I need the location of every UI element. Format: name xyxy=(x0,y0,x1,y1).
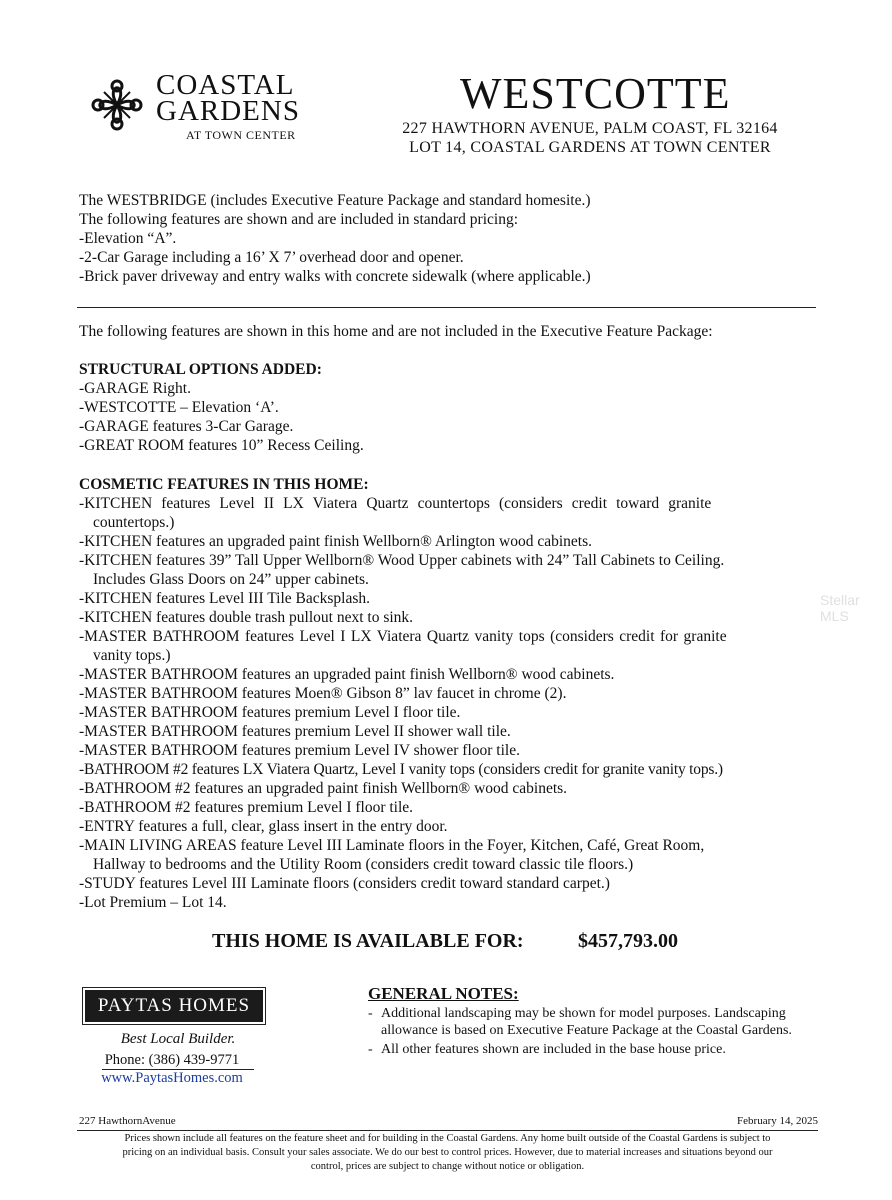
list-item: -STUDY features Level III Laminate floors (considers credit toward standard carpet.) xyxy=(79,875,610,892)
disclaimer-line: control, prices are subject to change without notice or obligation. xyxy=(310,1161,585,1172)
list-item: -GARAGE Right. xyxy=(79,380,191,397)
logo-line-town-center: AT TOWN CENTER xyxy=(186,128,296,142)
list-item: -MASTER BATHROOM features premium Level I floor tile. xyxy=(79,704,461,721)
note-bullet: - xyxy=(368,1042,373,1057)
list-item: -Lot Premium – Lot 14. xyxy=(79,894,227,911)
property-lot: LOT 14, COASTAL GARDENS AT TOWN CENTER xyxy=(409,139,771,156)
list-item: -WESTCOTTE – Elevation ‘A’. xyxy=(79,399,279,416)
disclaimer-line: Prices shown include all features on the feature sheet and for building in the Coastal Gardens. Any home built outside of the Coastal Gardens is subject to xyxy=(124,1133,771,1144)
structural-heading: STRUCTURAL OPTIONS ADDED: xyxy=(79,361,322,378)
note-bullet: - xyxy=(368,1006,373,1021)
note-line: All other features shown are included in the base house price. xyxy=(381,1042,726,1057)
cosmetic-heading: COSMETIC FEATURES IN THIS HOME: xyxy=(79,476,369,493)
list-item: -MASTER BATHROOM features premium Level II shower wall tile. xyxy=(79,723,511,740)
intro-line: -Elevation “A”. xyxy=(79,230,177,247)
general-notes xyxy=(368,984,818,1058)
footer-divider xyxy=(77,1130,818,1131)
logo-line-coastal: COASTAL xyxy=(156,69,295,101)
list-item: -KITCHEN features 39” Tall Upper Wellborn® Wood Upper cabinets with 24” Tall Cabinets to Ceiling. xyxy=(79,552,725,569)
list-item-continuation: Includes Glass Doors on 24” upper cabinets. xyxy=(93,571,369,588)
intro-line: -2-Car Garage including a 16’ X 7’ overhead door and opener. xyxy=(79,249,464,266)
list-item: -GARAGE features 3-Car Garage. xyxy=(79,418,294,435)
footer-disclaimer xyxy=(77,1132,818,1174)
list-item: -BATHROOM #2 features an upgraded paint finish Wellborn® wood cabinets. xyxy=(79,780,568,797)
disclaimer-line: pricing on an individual basis. Consult your sales associate. We do our best to control prices. However, due to material increases and situations beyond our xyxy=(122,1147,773,1158)
footer-address: 227 HawthornAvenue xyxy=(79,1115,176,1127)
mls-watermark: Stellar MLS xyxy=(820,592,860,624)
structural-options xyxy=(79,360,364,455)
list-item: -MAIN LIVING AREAS feature Level III Laminate floors in the Foyer, Kitchen, Café, Great Room, xyxy=(79,837,705,854)
builder-name: PAYTAS HOMES xyxy=(85,990,263,1022)
footer-date: February 14, 2025 xyxy=(737,1115,818,1127)
builder-tagline: Best Local Builder. xyxy=(120,1031,236,1047)
not-included-intro: The following features are shown in this home and are not included in the Executive Feature Package: xyxy=(79,323,713,340)
list-item: -MASTER BATHROOM features Moen® Gibson 8” lav faucet in chrome (2). xyxy=(79,685,567,702)
cosmetic-features xyxy=(79,475,749,912)
coastal-gardens-logo xyxy=(84,66,314,156)
list-item-continuation: Hallway to bedrooms and the Utility Room (considers credit toward classic tile floors.) xyxy=(93,856,634,873)
intro-block xyxy=(79,191,591,286)
price-label: THIS HOME IS AVAILABLE FOR: xyxy=(212,930,524,952)
note-line: Additional landscaping may be shown for model purposes. Landscaping xyxy=(381,1006,786,1021)
price-value: $457,793.00 xyxy=(578,930,678,952)
intro-line: The WESTBRIDGE (includes Executive Feature Package and standard homesite.) xyxy=(79,192,591,209)
list-item: -KITCHEN features an upgraded paint finish Wellborn® Arlington wood cabinets. xyxy=(79,533,593,550)
note-item xyxy=(368,1041,818,1058)
builder-phone: Phone: (386) 439-9771 xyxy=(104,1052,240,1068)
builder-website-link[interactable]: www.PaytasHomes.com xyxy=(101,1070,243,1086)
list-item: -MASTER BATHROOM features premium Level IV shower floor tile. xyxy=(79,742,520,759)
page-title: WESTCOTTE xyxy=(460,69,731,118)
section-divider xyxy=(77,307,816,308)
notes-heading: GENERAL NOTES: xyxy=(368,984,519,1003)
list-item: -MASTER BATHROOM features Level I LX Viatera Quartz vanity tops (considers credit for granite xyxy=(79,628,727,645)
list-item: -KITCHEN features double trash pullout next to sink. xyxy=(79,609,414,626)
list-item-continuation: vanity tops.) xyxy=(93,647,171,664)
quatrefoil-logo-icon xyxy=(84,72,150,138)
intro-line: -Brick paver driveway and entry walks with concrete sidewalk (where applicable.) xyxy=(79,268,591,285)
list-item: -BATHROOM #2 features LX Viatera Quartz, Level I vanity tops (considers credit for granite vanity tops.) xyxy=(79,761,723,778)
list-item: -MASTER BATHROOM features an upgraded paint finish Wellborn® wood cabinets. xyxy=(79,666,615,683)
list-item: -ENTRY features a full, clear, glass insert in the entry door. xyxy=(79,818,448,835)
property-address: 227 HAWTHORN AVENUE, PALM COAST, FL 32164 xyxy=(402,120,778,137)
builder-logo xyxy=(82,987,266,1025)
note-line: allowance is based on Executive Feature Package at the Coastal Gardens. xyxy=(381,1023,792,1038)
list-item-continuation: countertops.) xyxy=(93,514,175,531)
list-item: -GREAT ROOM features 10” Recess Ceiling. xyxy=(79,437,364,454)
intro-line: The following features are shown and are included in standard pricing: xyxy=(79,211,519,228)
list-item: -BATHROOM #2 features premium Level I floor tile. xyxy=(79,799,414,816)
logo-line-gardens: GARDENS xyxy=(156,95,300,127)
note-item xyxy=(368,1005,818,1039)
list-item: -KITCHEN features Level III Tile Backsplash. xyxy=(79,590,370,607)
list-item: -KITCHEN features Level II LX Viatera Quartz countertops (considers credit toward granite xyxy=(79,495,712,512)
